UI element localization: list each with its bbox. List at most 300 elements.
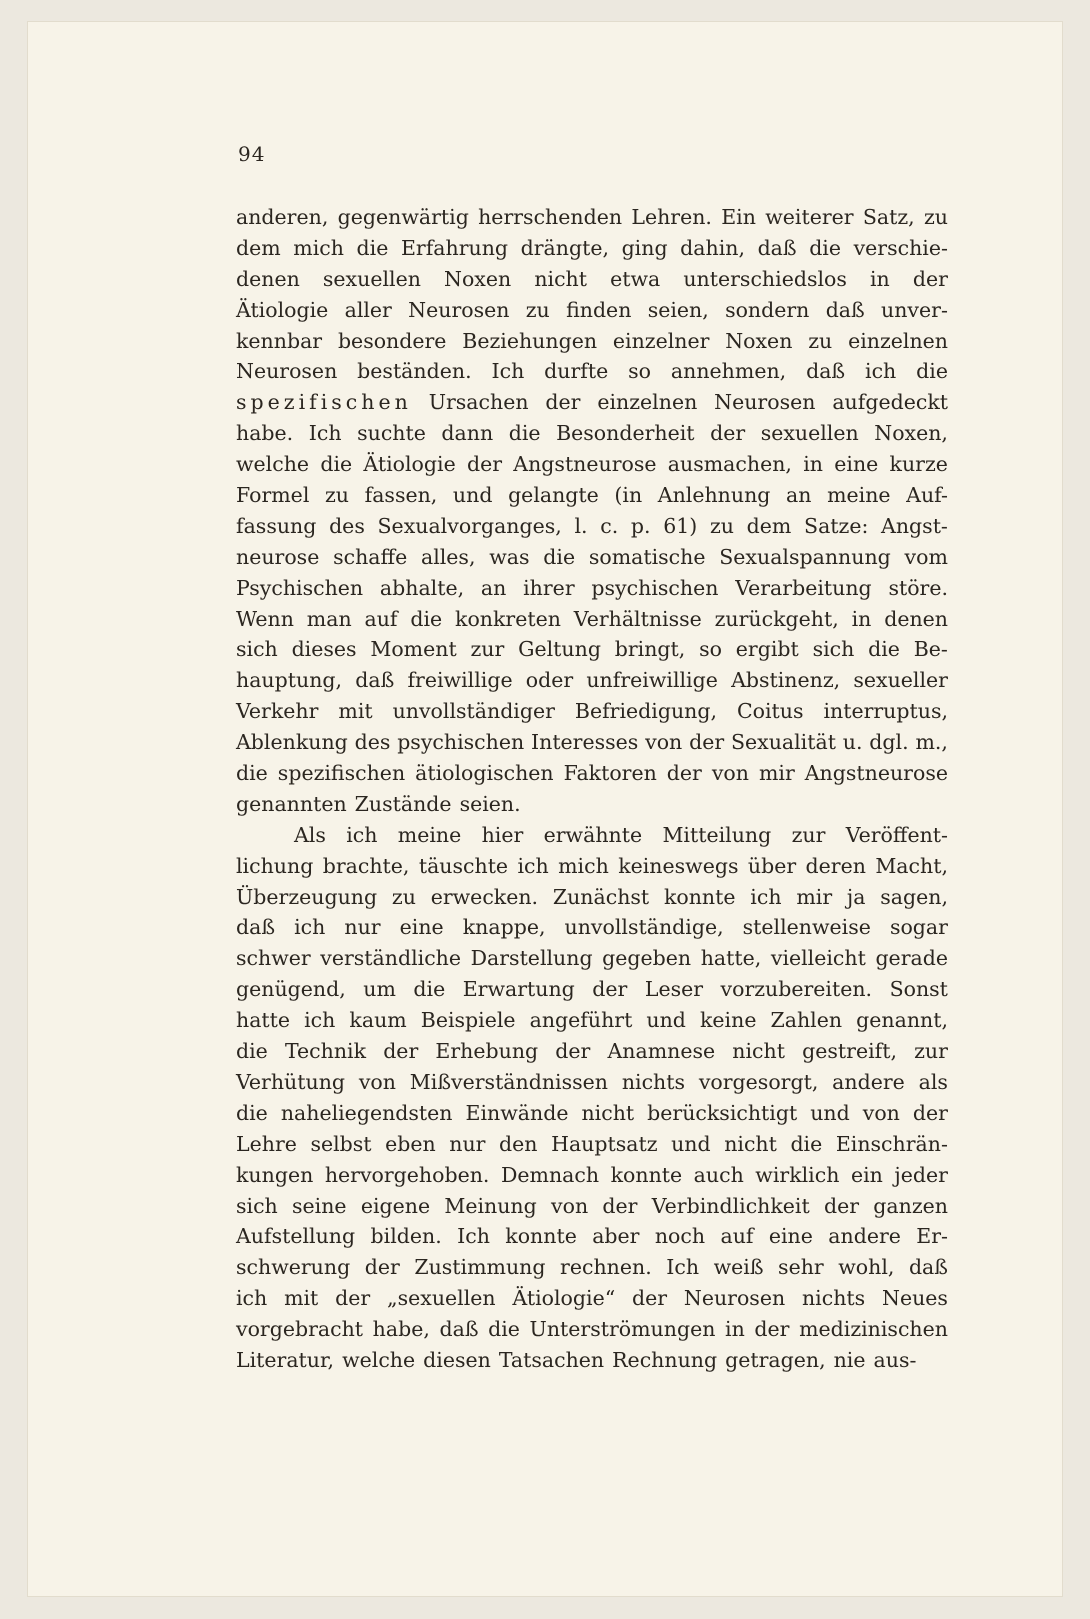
- word: die: [320, 452, 353, 477]
- word: Neurosen: [236, 359, 338, 384]
- word: der: [710, 421, 746, 446]
- word: gegeben: [602, 946, 692, 971]
- word: welche: [342, 1347, 416, 1372]
- word: der: [823, 1193, 860, 1218]
- word: Er-: [916, 1224, 948, 1249]
- text-line: [236, 511, 948, 542]
- word: Beispiele: [420, 1008, 516, 1033]
- text-line: [236, 1005, 948, 1036]
- word: weiß: [713, 1255, 764, 1280]
- word: nicht: [581, 1100, 635, 1125]
- word: der: [912, 266, 948, 291]
- word: interruptus,: [823, 699, 948, 724]
- word: die: [868, 637, 900, 662]
- word: auf: [364, 606, 398, 631]
- word: auch: [693, 1162, 744, 1187]
- word: weiterer: [765, 205, 854, 229]
- word: Zustimmung: [414, 1255, 546, 1280]
- word: ich: [517, 853, 549, 878]
- word: naheliegendsten: [280, 1100, 453, 1125]
- text-line: [236, 1221, 948, 1252]
- word: mich: [558, 853, 609, 878]
- text-line: [236, 326, 948, 357]
- word: nichts: [621, 1069, 686, 1094]
- word: unver-: [881, 297, 948, 322]
- word: zu: [391, 884, 416, 909]
- word: täuschte: [418, 853, 509, 878]
- text-line: [236, 449, 948, 480]
- word: Ablenkung: [236, 730, 348, 755]
- text-line: [236, 1345, 948, 1376]
- word: die: [236, 761, 268, 786]
- text-line: [236, 851, 948, 882]
- word: etwa: [610, 266, 661, 291]
- word: und: [810, 1100, 850, 1125]
- word: unterschiedslos: [683, 266, 847, 291]
- word: Erfahrung: [400, 235, 509, 260]
- word: l.: [574, 513, 588, 538]
- word: ja: [846, 884, 866, 909]
- word: der: [335, 1286, 371, 1311]
- word: eben: [385, 1131, 436, 1156]
- word: von: [358, 1069, 396, 1094]
- word: hatte,: [700, 946, 762, 971]
- word: 61): [663, 513, 698, 538]
- word: neurose: [236, 544, 320, 569]
- word: nicht: [732, 1039, 785, 1064]
- word: die: [508, 421, 541, 446]
- word: Neurosen: [714, 390, 816, 415]
- word: nicht: [724, 1131, 777, 1156]
- word: Anlehnung: [657, 483, 771, 508]
- text-line: [236, 542, 948, 573]
- word: und: [671, 1131, 711, 1156]
- word: Neues: [882, 1286, 948, 1311]
- word: und: [646, 1008, 686, 1033]
- word: dann: [441, 421, 494, 446]
- word: noch: [654, 1224, 706, 1249]
- word: genügend,: [236, 977, 346, 1002]
- word: erwähnte: [543, 822, 643, 847]
- word: Mißverständnissen: [409, 1069, 608, 1094]
- text-line: [236, 1036, 948, 1067]
- word: der: [602, 1193, 638, 1218]
- word: meine: [397, 822, 462, 847]
- word: keine: [700, 1008, 757, 1033]
- word: Unterströmungen: [529, 1317, 716, 1342]
- text-line: [236, 573, 948, 604]
- word: Anamnese: [607, 1039, 716, 1064]
- word: vorgebracht: [236, 1317, 364, 1342]
- word: Angstneurose: [804, 761, 948, 786]
- text-line: [236, 789, 948, 820]
- word: sexueller: [853, 668, 948, 693]
- word: konnte: [663, 884, 736, 909]
- word: verständliche: [320, 946, 462, 971]
- word: Leser: [644, 977, 704, 1002]
- word: bilden.: [370, 1224, 442, 1249]
- word: konnte: [610, 1162, 683, 1187]
- word: hier: [481, 822, 524, 847]
- word: in: [725, 1317, 745, 1342]
- word: eine: [399, 915, 444, 940]
- word: u.: [842, 730, 863, 755]
- word: die: [790, 1131, 823, 1156]
- word: dem: [236, 235, 281, 260]
- text-line: [236, 665, 948, 696]
- word: vorgesorgt,: [698, 1069, 819, 1094]
- word: der: [666, 761, 702, 786]
- word: Coitus: [736, 699, 804, 724]
- text-line: [236, 202, 948, 233]
- word: sich: [236, 1193, 278, 1218]
- word: der: [592, 977, 628, 1002]
- word: der: [912, 1100, 948, 1125]
- word: habe,: [372, 1317, 430, 1342]
- word: andere: [828, 1224, 901, 1249]
- word: Zahlen: [770, 1008, 843, 1033]
- word: Lehre: [236, 1131, 297, 1156]
- word: p.: [630, 513, 651, 538]
- word: aus-: [873, 1347, 917, 1372]
- word: Zustände: [354, 791, 452, 816]
- word: verschie-: [853, 235, 948, 260]
- word: Satz,: [862, 205, 915, 229]
- word: durfte: [544, 359, 609, 384]
- word: selbst: [310, 1131, 372, 1156]
- word: Ursachen: [428, 390, 529, 415]
- word: Demnach: [500, 1162, 600, 1187]
- word: Als: [294, 822, 326, 847]
- word: die: [543, 544, 576, 569]
- word: über: [747, 853, 797, 878]
- word: der: [754, 1317, 790, 1342]
- word: mich: [293, 235, 344, 260]
- word: eine: [834, 452, 879, 477]
- text-line: [236, 912, 948, 943]
- word: eine: [768, 1224, 813, 1249]
- word: unvollständige,: [564, 915, 724, 940]
- word: mir: [796, 884, 833, 909]
- word: alles,: [420, 544, 476, 569]
- text-line: [236, 1129, 948, 1160]
- word: dahin,: [680, 235, 745, 260]
- word: Darstellung: [470, 946, 593, 971]
- word: keineswegs: [618, 853, 739, 878]
- page-number: 94: [238, 142, 266, 166]
- word: an: [480, 575, 507, 600]
- word: Ich: [308, 421, 342, 446]
- word: auf: [720, 1224, 754, 1249]
- word: Formel: [236, 483, 310, 508]
- text-line: [236, 264, 948, 295]
- word: denen: [884, 606, 948, 631]
- word: der: [545, 390, 581, 415]
- word: dieses: [291, 637, 357, 662]
- word: nie: [833, 1347, 866, 1372]
- word: daß: [908, 1255, 948, 1280]
- word: gelangte: [508, 483, 599, 508]
- word: spezifischen: [236, 390, 412, 415]
- word: man: [306, 606, 352, 631]
- word: meine: [827, 483, 891, 508]
- word: zur: [470, 637, 505, 662]
- word: gestreift,: [802, 1039, 897, 1064]
- word: die: [356, 235, 389, 260]
- word: Überzeugung: [236, 884, 378, 909]
- word: die: [410, 606, 443, 631]
- word: in: [803, 452, 823, 477]
- word: und: [452, 483, 493, 508]
- word: oder: [525, 668, 574, 693]
- word: besondere: [337, 328, 447, 353]
- word: Be-: [913, 637, 948, 662]
- word: aller: [344, 297, 392, 322]
- word: ich: [865, 359, 897, 384]
- word: psychischen: [397, 730, 525, 755]
- text-line: [236, 1098, 948, 1129]
- word: ich: [294, 915, 326, 940]
- word: annehmen,: [670, 359, 787, 384]
- word: störe.: [888, 575, 948, 600]
- word: genannt,: [856, 1008, 948, 1033]
- word: Mitteilung: [662, 822, 772, 847]
- word: Abstinenz,: [731, 668, 841, 693]
- text-line: [236, 943, 948, 974]
- text-line: [236, 418, 948, 449]
- word: (in: [614, 483, 643, 508]
- word: sexuellen: [760, 421, 859, 446]
- word: c.: [600, 513, 619, 538]
- word: Moment: [370, 637, 457, 662]
- word: mit: [284, 1286, 319, 1311]
- word: diesen: [423, 1347, 491, 1372]
- word: zur: [914, 1039, 948, 1064]
- word: sehr: [778, 1255, 824, 1280]
- word: von: [711, 761, 749, 786]
- word: konkreten: [455, 606, 561, 631]
- text-line: [236, 1314, 948, 1345]
- word: die: [916, 359, 948, 384]
- word: Auf-: [906, 483, 948, 508]
- word: eigene: [360, 1193, 431, 1218]
- word: deren: [805, 853, 866, 878]
- word: angeführt: [529, 1008, 633, 1033]
- word: getragen,: [725, 1347, 826, 1372]
- word: m.,: [915, 730, 948, 755]
- text-line: [236, 696, 948, 727]
- word: zu: [324, 483, 349, 508]
- text-line: [236, 604, 948, 635]
- word: anderen,: [236, 205, 329, 229]
- word: Verhütung: [236, 1069, 346, 1094]
- word: vielleicht: [770, 946, 866, 971]
- word: die: [413, 977, 446, 1002]
- word: Erhebung: [435, 1039, 539, 1064]
- word: Satze:: [804, 513, 869, 538]
- word: gegenwärtig: [337, 205, 469, 229]
- word: Einwände: [465, 1100, 569, 1125]
- word: somatische: [588, 544, 706, 569]
- word: fassen,: [364, 483, 438, 508]
- text-line: [236, 1252, 948, 1283]
- word: Ein: [721, 205, 756, 229]
- word: kennbar: [236, 328, 323, 353]
- word: der: [364, 1255, 400, 1280]
- word: des: [354, 730, 391, 755]
- word: andere: [832, 1069, 905, 1094]
- word: medizinischen: [799, 1317, 948, 1342]
- word: fassung: [236, 513, 317, 538]
- word: als: [918, 1069, 948, 1094]
- word: ich: [304, 1008, 336, 1033]
- word: erwecken.: [430, 884, 539, 909]
- word: ein: [850, 1162, 883, 1187]
- word: seien.: [459, 791, 521, 816]
- word: daß: [439, 1317, 479, 1342]
- word: so: [628, 359, 652, 384]
- word: daß: [236, 915, 276, 940]
- word: ich: [750, 884, 782, 909]
- text-line: [236, 727, 948, 758]
- word: Geltung: [518, 637, 601, 662]
- word: Neurosen: [408, 297, 510, 322]
- word: nichts: [801, 1286, 866, 1311]
- word: kaum: [349, 1008, 407, 1033]
- word: ätiologischen: [415, 761, 554, 786]
- word: ganzen: [873, 1193, 948, 1218]
- text-line: [236, 634, 948, 665]
- word: spezifischen: [277, 761, 406, 786]
- word: Noxen: [444, 266, 512, 291]
- word: was: [489, 544, 530, 569]
- word: rechnen.: [560, 1255, 652, 1280]
- word: kungen: [236, 1162, 314, 1187]
- text-line: [236, 820, 948, 851]
- word: hervorgehoben.: [324, 1162, 490, 1187]
- text-line: [236, 758, 948, 789]
- text-line: [236, 356, 948, 387]
- word: Meinung: [444, 1193, 537, 1218]
- book-page: [28, 22, 1062, 1596]
- word: psychischen: [591, 575, 719, 600]
- word: Noxen: [725, 328, 793, 353]
- word: Angstneurose: [513, 452, 657, 477]
- word: zu: [525, 297, 550, 322]
- word: aufgedeckt: [832, 390, 948, 415]
- word: Lehren.: [631, 205, 712, 229]
- word: einzelnen: [848, 328, 948, 353]
- word: ging: [621, 235, 668, 260]
- word: bringt,: [614, 637, 686, 662]
- word: von: [862, 1100, 900, 1125]
- word: daß: [355, 668, 395, 693]
- word: Verarbeitung: [735, 575, 872, 600]
- word: seien,: [647, 297, 709, 322]
- word: unfreiwillige: [586, 668, 718, 693]
- word: vom: [904, 544, 948, 569]
- word: an: [786, 483, 812, 508]
- word: beständen.: [357, 359, 472, 384]
- word: einzelnen: [597, 390, 698, 415]
- word: schwer: [236, 946, 311, 971]
- word: vorzubereiten.: [720, 977, 873, 1002]
- word: schaffe: [333, 544, 408, 569]
- word: herrschenden: [478, 205, 623, 229]
- word: welche: [236, 452, 310, 477]
- word: um: [363, 977, 396, 1002]
- word: mir: [758, 761, 795, 786]
- word: dem: [746, 513, 792, 538]
- word: Ich: [491, 359, 525, 384]
- word: denen: [236, 266, 300, 291]
- word: dgl.: [869, 730, 909, 755]
- word: zurückgeht,: [714, 606, 839, 631]
- word: unvollständiger: [392, 699, 555, 724]
- word: so: [699, 637, 722, 662]
- word: genannten: [236, 791, 347, 816]
- text-line: [236, 480, 948, 511]
- word: Ätiologie: [363, 452, 456, 477]
- word: freiwillige: [407, 668, 513, 693]
- word: Psychischen: [236, 575, 364, 600]
- text-line: [236, 1160, 948, 1191]
- word: zu: [923, 205, 948, 229]
- word: aber: [592, 1224, 640, 1249]
- word: nur: [344, 915, 381, 940]
- word: sich: [236, 637, 278, 662]
- word: kurze: [889, 452, 948, 477]
- word: Angst-: [881, 513, 948, 538]
- word: ergibt: [735, 637, 799, 662]
- word: von: [551, 1193, 589, 1218]
- word: die: [236, 1100, 268, 1125]
- word: ihrer: [523, 575, 575, 600]
- word: Aufstellung: [236, 1224, 356, 1249]
- word: daß: [757, 235, 797, 260]
- word: in: [851, 606, 872, 631]
- word: zur: [791, 822, 826, 847]
- word: Sexualspannung: [719, 544, 891, 569]
- word: wohl,: [838, 1255, 895, 1280]
- word: Macht,: [875, 853, 948, 878]
- word: Zunächst: [552, 884, 650, 909]
- word: wirklich: [755, 1162, 840, 1187]
- word: Einschrän-: [835, 1131, 948, 1156]
- word: der: [689, 730, 725, 755]
- word: gerade: [875, 946, 948, 971]
- word: Literatur,: [236, 1347, 335, 1372]
- word: knappe,: [462, 915, 546, 940]
- word: drängte,: [520, 235, 609, 260]
- word: sondern: [725, 297, 810, 322]
- word: „sexuellen: [386, 1286, 496, 1311]
- word: Interesses: [531, 730, 639, 755]
- word: hauptung,: [236, 668, 343, 693]
- word: suchte: [357, 421, 426, 446]
- word: jeder: [894, 1162, 948, 1187]
- word: der: [383, 1039, 419, 1064]
- word: nur: [449, 1131, 486, 1156]
- text-line: [236, 974, 948, 1005]
- word: stellenweise: [742, 915, 871, 940]
- text-line: [236, 233, 948, 264]
- word: Ätiologie: [236, 297, 329, 322]
- word: den: [499, 1131, 538, 1156]
- word: Ätiologie“: [512, 1286, 616, 1311]
- word: abhalte,: [379, 575, 465, 600]
- word: berücksichtigt: [647, 1100, 798, 1125]
